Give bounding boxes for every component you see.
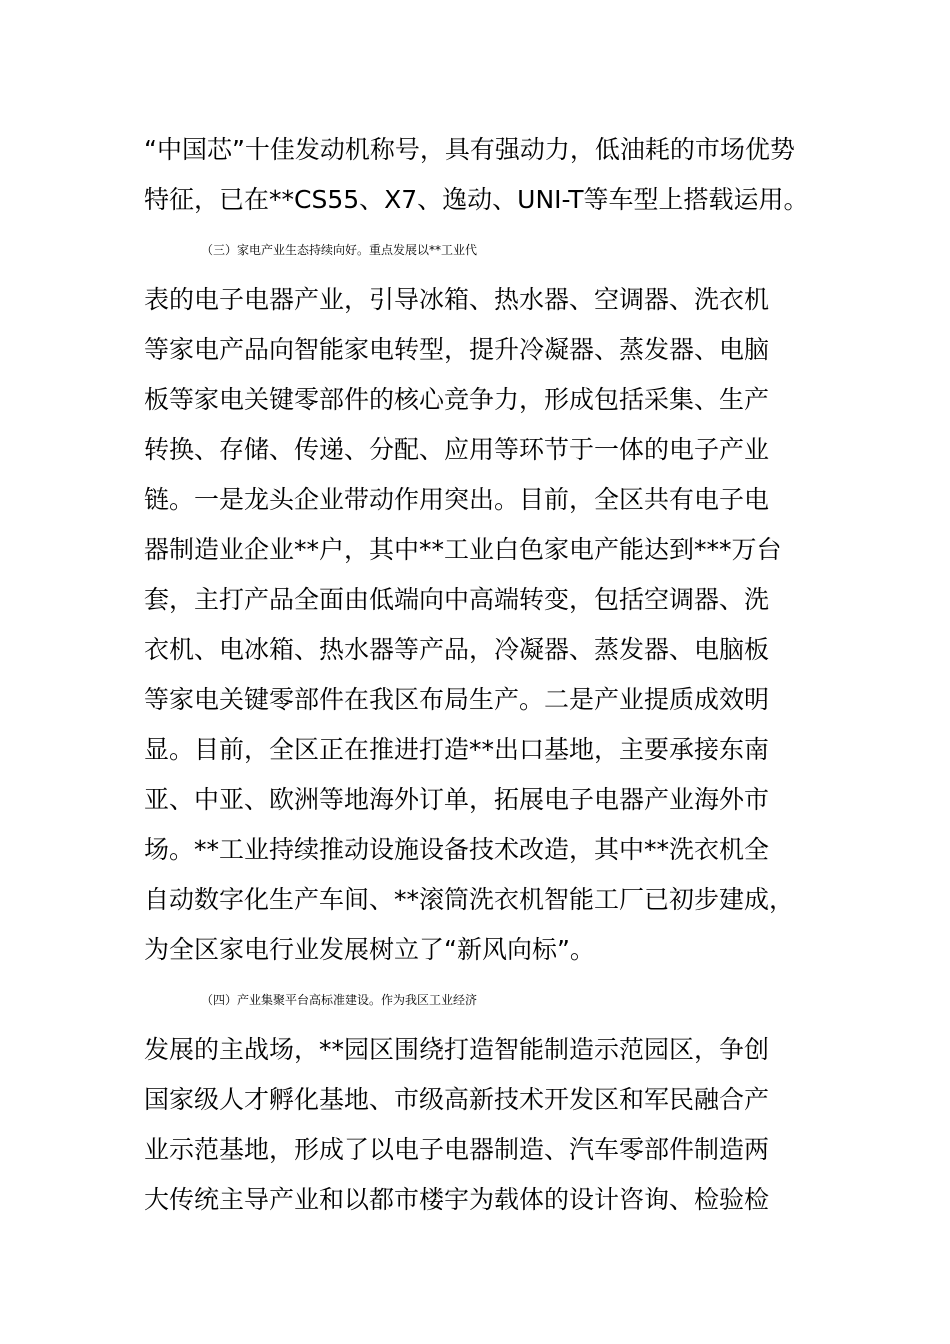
section-heading-line: （四）产业集聚平台高标准建设。作为我区工业经济	[201, 993, 478, 1007]
text-line: 板等家电关键零部件的核心竞争力，形成包括采集、生产	[144, 385, 770, 414]
text-line: 大传统主导产业和以都市楼宇为载体的设计咨询、检验检	[144, 1185, 770, 1214]
text-line: 转换、存储、传递、分配、应用等环节于一体的电子产业	[144, 435, 770, 464]
text-line: 等家电关键零部件在我区布局生产。二是产业提质成效明	[144, 685, 770, 714]
text-line: 业示范基地，形成了以电子电器制造、汽车零部件制造两	[144, 1135, 770, 1164]
text-line: 场。**工业持续推动设施设备技术改造，其中**洗衣机全	[144, 835, 770, 864]
text-line: 特征，已在**CS55、X7、逸动、UNI-T等车型上搭载运用。	[144, 185, 809, 214]
text-line: 套，主打产品全面由低端向中高端转变，包括空调器、洗	[144, 585, 770, 614]
text-line: 国家级人才孵化基地、市级高新技术开发区和军民融合产	[144, 1085, 770, 1114]
text-line: 表的电子电器产业，引导冰箱、热水器、空调器、洗衣机	[144, 285, 770, 314]
text-line: 亚、中亚、欧洲等地海外订单，拓展电子电器产业海外市	[144, 785, 770, 814]
section-heading-line: （三）家电产业生态持续向好。重点发展以**工业代	[201, 243, 478, 257]
text-line: 自动数字化生产车间、**滚筒洗衣机智能工厂已初步建成，	[144, 885, 795, 914]
text-line: 显。目前，全区正在推进打造**出口基地，主要承接东南	[144, 735, 770, 764]
text-line: 链。一是龙头企业带动作用突出。目前，全区共有电子电	[144, 485, 770, 514]
text-line: 器制造业企业**户，其中**工业白色家电产能达到***万台	[144, 535, 782, 564]
text-line: “中国芯”十佳发动机称号，具有强动力，低油耗的市场优势	[144, 135, 795, 164]
text-line: 为全区家电行业发展树立了“新风向标”。	[144, 935, 595, 964]
text-line: 发展的主战场，**园区围绕打造智能制造示范园区，争创	[144, 1035, 770, 1064]
text-line: 衣机、电冰箱、热水器等产品，冷凝器、蒸发器、电脑板	[144, 635, 770, 664]
text-line: 等家电产品向智能家电转型，提升冷凝器、蒸发器、电脑	[144, 335, 770, 364]
